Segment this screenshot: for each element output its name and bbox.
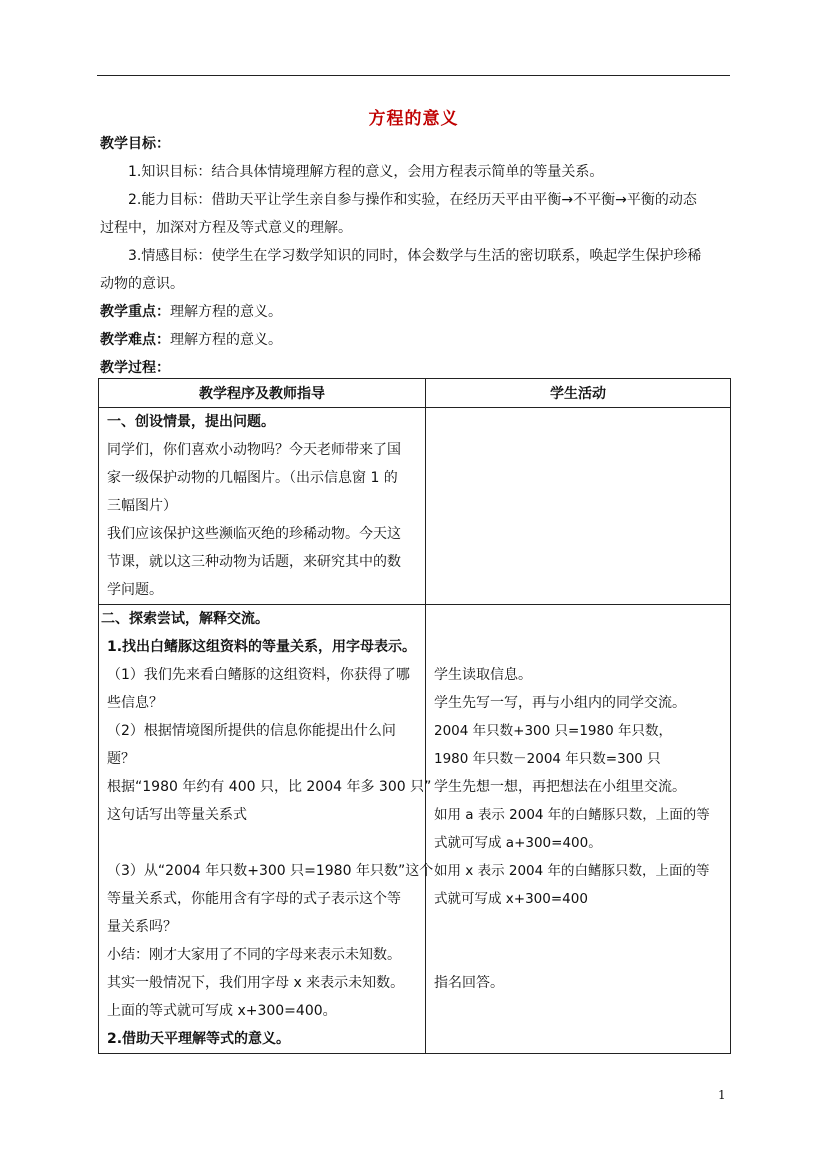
- section2-line: 等量关系式，你能用含有字母的式子表示这个等: [107, 891, 401, 907]
- difficulty: [100, 330, 730, 350]
- student-spacer: [426, 941, 730, 969]
- header-rule: [97, 75, 730, 76]
- section2-row: [99, 605, 731, 1054]
- section1-line: 节课，就以这三种动物为话题，来研究其中的数: [107, 554, 401, 570]
- section1-line: 同学们，你们喜欢小动物吗？今天老师带来了国: [107, 442, 401, 458]
- student-activity-line: 如用 a 表示 2004 年的白鳍豚只数，上面的等: [434, 807, 710, 823]
- student-activity-line: 1980 年只数－2004 年只数=300 只: [434, 751, 661, 767]
- section1-line: 我们应该保护这些濒临灭绝的珍稀动物。今天这: [107, 526, 401, 542]
- page-number: 1: [718, 1088, 726, 1102]
- section2-spacer: [99, 829, 425, 857]
- objective-ability-line1: 2.能力目标：借助天平让学生亲自参与操作和实验，在经历天平由平衡→不平衡→平衡的动态: [128, 192, 697, 208]
- section2-line: 题？: [107, 751, 135, 767]
- teacher-column-header: 教学程序及教师指导: [99, 379, 426, 408]
- student-activity-line: 指名回答。: [434, 975, 504, 991]
- student-activity-line: 学生先写一写，再与小组内的同学交流。: [434, 695, 686, 711]
- section1-heading: 一、创设情景，提出问题。: [107, 414, 275, 430]
- objectives-heading: 教学目标：: [100, 136, 170, 152]
- section2-line: 根据“1980 年约有 400 只，比 2004 年多 300 只”: [107, 779, 432, 795]
- section2-line: （1）我们先来看白鳍豚的这组资料，你获得了哪: [107, 667, 410, 683]
- table-header-row: [99, 379, 731, 408]
- section2-subheading-1: 1.找出白鳍豚这组资料的等量关系，用字母表示。: [107, 639, 417, 655]
- objective-emotion-line2: 动物的意识。: [100, 276, 184, 292]
- student-column-header: 学生活动: [426, 379, 731, 408]
- section2-summary-line: 上面的等式就可写成 x+300=400。: [107, 1003, 337, 1019]
- objective-knowledge: 1.知识目标：结合具体情境理解方程的意义，会用方程表示简单的等量关系。: [128, 164, 604, 180]
- section1-line: 学问题。: [107, 582, 163, 598]
- student-spacer: [426, 633, 730, 661]
- section1-line: 三幅图片）: [107, 498, 177, 514]
- section1-line: 家一级保护动物的几幅图片。（出示信息窗 1 的: [107, 470, 398, 486]
- student-activity-line: 式就可写成 a+300=400。: [434, 835, 602, 851]
- section1-student-cell: [426, 408, 731, 605]
- key-point-label: 教学重点：: [100, 304, 170, 320]
- section1-row: [99, 408, 731, 605]
- section2-teacher-cell: [99, 605, 434, 1054]
- process-heading: 教学过程：: [100, 360, 170, 376]
- section2-line: （3）从“2004 年只数+300 只=1980 年只数”这个: [107, 863, 434, 879]
- section2-summary-line: 其实一般情况下，我们用字母 x 来表示未知数。: [107, 975, 405, 991]
- difficulty-text: 理解方程的意义。: [170, 332, 282, 348]
- student-spacer: [426, 913, 730, 941]
- objective-emotion-line1: 3.情感目标：使学生在学习数学知识的同时，体会数学与生活的密切联系，唤起学生保护珍稀: [128, 248, 702, 264]
- student-activity-line: 2004 年只数+300 只=1980 年只数，: [434, 723, 672, 739]
- section2-heading: 二、探索尝试，解释交流。: [101, 611, 269, 627]
- student-spacer: [426, 605, 730, 633]
- objective-ability-line2: 过程中，加深对方程及等式意义的理解。: [100, 220, 352, 236]
- section2-student-cell: [426, 605, 731, 1054]
- page-title: 方程的意义: [368, 109, 459, 129]
- section2-line: 量关系吗？: [107, 919, 177, 935]
- lesson-table: [98, 378, 731, 1054]
- section2-subheading-2: 2.借助天平理解等式的意义。: [107, 1031, 291, 1047]
- student-activity-line: 学生先想一想，再把想法在小组里交流。: [434, 779, 686, 795]
- section1-teacher-cell: [99, 408, 426, 605]
- section2-line: 些信息？: [107, 695, 163, 711]
- key-point-text: 理解方程的意义。: [170, 304, 282, 320]
- section2-line: （2）根据情境图所提供的信息你能提出什么问: [107, 723, 396, 739]
- key-point: [100, 302, 730, 322]
- student-activity-line: 如用 x 表示 2004 年的白鳍豚只数，上面的等: [434, 863, 710, 879]
- student-activity-line: 学生读取信息。: [434, 667, 532, 683]
- section2-summary-line: 小结：刚才大家用了不同的字母来表示未知数。: [107, 947, 401, 963]
- difficulty-label: 教学难点：: [100, 332, 170, 348]
- section2-line: 这句话写出等量关系式: [107, 807, 247, 823]
- student-activity-line: 式就可写成 x+300=400: [434, 891, 588, 907]
